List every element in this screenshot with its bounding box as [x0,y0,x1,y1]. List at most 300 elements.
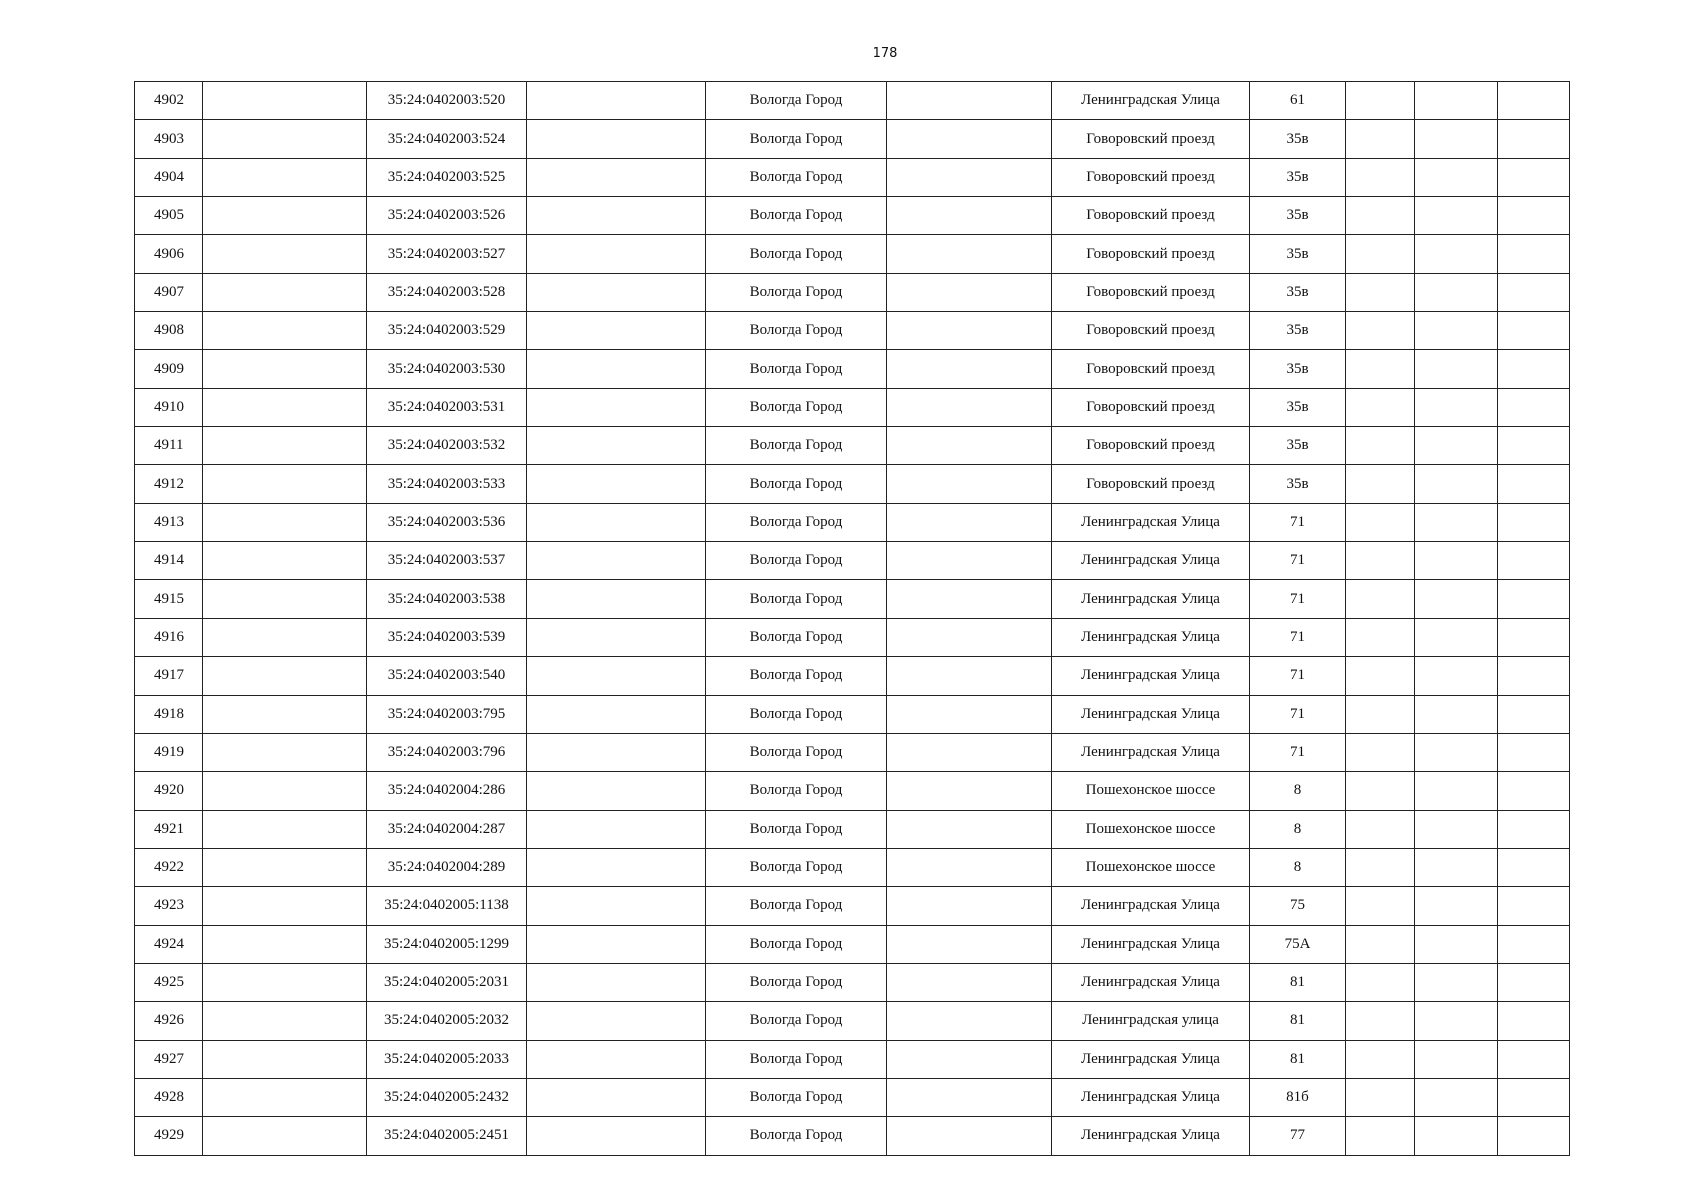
street-cell: Говоровский проезд [1052,427,1250,465]
city-cell: Вологда Город [706,235,887,273]
house-number-cell: 71 [1250,695,1346,733]
empty-cell [1346,1078,1415,1116]
empty-cell [1415,273,1498,311]
empty-cell [527,350,706,388]
house-number-cell: 81 [1250,1002,1346,1040]
empty-cell [203,580,367,618]
empty-cell [203,887,367,925]
cadastral-number-cell: 35:24:0402003:520 [367,82,527,120]
empty-cell [1415,772,1498,810]
empty-cell [527,580,706,618]
empty-cell [1498,733,1570,771]
registry-body [135,82,1570,1156]
row-number-cell: 4908 [135,312,203,350]
empty-cell [1346,657,1415,695]
table-row [135,848,1570,886]
row-number-cell: 4913 [135,503,203,541]
empty-cell [1346,1117,1415,1155]
empty-cell [527,158,706,196]
empty-cell [887,657,1052,695]
empty-cell [887,1078,1052,1116]
empty-cell [527,273,706,311]
empty-cell [527,848,706,886]
house-number-cell: 71 [1250,542,1346,580]
city-cell: Вологда Город [706,1040,887,1078]
table-row [135,388,1570,426]
empty-cell [1498,388,1570,426]
empty-cell [1415,1002,1498,1040]
row-number-cell: 4920 [135,772,203,810]
empty-cell [1498,312,1570,350]
empty-cell [527,388,706,426]
empty-cell [1346,350,1415,388]
empty-cell [1346,235,1415,273]
empty-cell [1415,695,1498,733]
empty-cell [203,542,367,580]
empty-cell [203,427,367,465]
city-cell: Вологда Город [706,158,887,196]
house-number-cell: 71 [1250,733,1346,771]
street-cell: Говоровский проезд [1052,120,1250,158]
empty-cell [527,733,706,771]
row-number-cell: 4921 [135,810,203,848]
cadastral-number-cell: 35:24:0402005:2033 [367,1040,527,1078]
empty-cell [1346,1040,1415,1078]
empty-cell [1346,197,1415,235]
cadastral-number-cell: 35:24:0402003:528 [367,273,527,311]
empty-cell [203,1002,367,1040]
row-number-cell: 4909 [135,350,203,388]
table-row [135,427,1570,465]
empty-cell [203,197,367,235]
empty-cell [887,235,1052,273]
row-number-cell: 4914 [135,542,203,580]
empty-cell [887,388,1052,426]
street-cell: Ленинградская Улица [1052,657,1250,695]
row-number-cell: 4919 [135,733,203,771]
empty-cell [203,1040,367,1078]
row-number-cell: 4926 [135,1002,203,1040]
table-row [135,82,1570,120]
cadastral-number-cell: 35:24:0402003:539 [367,618,527,656]
house-number-cell: 71 [1250,503,1346,541]
street-cell: Ленинградская Улица [1052,695,1250,733]
row-number-cell: 4916 [135,618,203,656]
empty-cell [1346,848,1415,886]
empty-cell [203,120,367,158]
row-number-cell: 4915 [135,580,203,618]
empty-cell [887,1040,1052,1078]
empty-cell [1498,465,1570,503]
cadastral-number-cell: 35:24:0402003:530 [367,350,527,388]
empty-cell [1415,388,1498,426]
empty-cell [527,542,706,580]
cadastral-number-cell: 35:24:0402004:287 [367,810,527,848]
empty-cell [1415,120,1498,158]
house-number-cell: 71 [1250,580,1346,618]
empty-cell [1415,657,1498,695]
row-number-cell: 4902 [135,82,203,120]
table-row [135,695,1570,733]
cadastral-number-cell: 35:24:0402004:286 [367,772,527,810]
row-number-cell: 4905 [135,197,203,235]
empty-cell [203,350,367,388]
row-number-cell: 4918 [135,695,203,733]
empty-cell [887,120,1052,158]
empty-cell [1415,1078,1498,1116]
city-cell: Вологда Город [706,197,887,235]
row-number-cell: 4910 [135,388,203,426]
empty-cell [527,427,706,465]
empty-cell [1346,388,1415,426]
street-cell: Ленинградская Улица [1052,82,1250,120]
cadastral-number-cell: 35:24:0402003:532 [367,427,527,465]
city-cell: Вологда Город [706,427,887,465]
empty-cell [1498,235,1570,273]
empty-cell [887,733,1052,771]
city-cell: Вологда Город [706,580,887,618]
empty-cell [527,120,706,158]
empty-cell [527,1117,706,1155]
table-row [135,542,1570,580]
table-row [135,1040,1570,1078]
row-number-cell: 4929 [135,1117,203,1155]
empty-cell [1498,82,1570,120]
city-cell: Вологда Город [706,350,887,388]
cadastral-number-cell: 35:24:0402003:536 [367,503,527,541]
empty-cell [1415,618,1498,656]
cadastral-number-cell: 35:24:0402005:2031 [367,963,527,1001]
cadastral-number-cell: 35:24:0402003:540 [367,657,527,695]
house-number-cell: 35в [1250,158,1346,196]
empty-cell [527,1002,706,1040]
empty-cell [1498,657,1570,695]
table-row [135,312,1570,350]
empty-cell [1415,1117,1498,1155]
empty-cell [203,963,367,1001]
city-cell: Вологда Город [706,1117,887,1155]
empty-cell [1346,887,1415,925]
table-row [135,733,1570,771]
empty-cell [1346,82,1415,120]
table-row [135,618,1570,656]
street-cell: Ленинградская Улица [1052,1040,1250,1078]
city-cell: Вологда Город [706,273,887,311]
empty-cell [1346,465,1415,503]
table-row [135,657,1570,695]
street-cell: Ленинградская Улица [1052,503,1250,541]
house-number-cell: 71 [1250,618,1346,656]
empty-cell [1415,810,1498,848]
empty-cell [1498,1117,1570,1155]
empty-cell [887,273,1052,311]
empty-cell [1346,772,1415,810]
cadastral-number-cell: 35:24:0402003:529 [367,312,527,350]
cadastral-number-cell: 35:24:0402003:537 [367,542,527,580]
city-cell: Вологда Город [706,465,887,503]
empty-cell [1346,503,1415,541]
empty-cell [1498,273,1570,311]
empty-cell [887,197,1052,235]
page-number: 178 [872,46,898,61]
empty-cell [527,312,706,350]
empty-cell [527,618,706,656]
cadastral-number-cell: 35:24:0402004:289 [367,848,527,886]
table-row [135,197,1570,235]
empty-cell [887,772,1052,810]
empty-cell [1498,772,1570,810]
empty-cell [887,350,1052,388]
empty-cell [1346,542,1415,580]
empty-cell [887,82,1052,120]
table-row [135,120,1570,158]
row-number-cell: 4911 [135,427,203,465]
empty-cell [527,82,706,120]
row-number-cell: 4923 [135,887,203,925]
empty-cell [887,158,1052,196]
empty-cell [887,810,1052,848]
empty-cell [1498,542,1570,580]
city-cell: Вологда Город [706,312,887,350]
house-number-cell: 77 [1250,1117,1346,1155]
house-number-cell: 35в [1250,427,1346,465]
street-cell: Ленинградская Улица [1052,1117,1250,1155]
cadastral-number-cell: 35:24:0402003:526 [367,197,527,235]
cadastral-number-cell: 35:24:0402003:524 [367,120,527,158]
cadastral-number-cell: 35:24:0402005:2432 [367,1078,527,1116]
empty-cell [1498,350,1570,388]
street-cell: Ленинградская улица [1052,1002,1250,1040]
row-number-cell: 4917 [135,657,203,695]
empty-cell [1498,197,1570,235]
city-cell: Вологда Город [706,618,887,656]
table-row [135,772,1570,810]
table-row [135,503,1570,541]
empty-cell [887,542,1052,580]
cadastral-number-cell: 35:24:0402003:538 [367,580,527,618]
empty-cell [1498,1040,1570,1078]
street-cell: Говоровский проезд [1052,273,1250,311]
empty-cell [1415,542,1498,580]
empty-cell [527,1040,706,1078]
row-number-cell: 4927 [135,1040,203,1078]
empty-cell [1346,158,1415,196]
empty-cell [1346,273,1415,311]
house-number-cell: 35в [1250,273,1346,311]
empty-cell [203,657,367,695]
empty-cell [887,312,1052,350]
cadastral-number-cell: 35:24:0402003:531 [367,388,527,426]
empty-cell [887,963,1052,1001]
street-cell: Ленинградская Улица [1052,925,1250,963]
city-cell: Вологда Город [706,82,887,120]
cadastral-number-cell: 35:24:0402003:795 [367,695,527,733]
table-row [135,350,1570,388]
empty-cell [203,1078,367,1116]
cadastral-number-cell: 35:24:0402005:2451 [367,1117,527,1155]
empty-cell [887,848,1052,886]
empty-cell [203,1117,367,1155]
street-cell: Ленинградская Улица [1052,542,1250,580]
empty-cell [527,963,706,1001]
empty-cell [1415,235,1498,273]
house-number-cell: 75А [1250,925,1346,963]
empty-cell [203,465,367,503]
city-cell: Вологда Город [706,925,887,963]
empty-cell [887,427,1052,465]
table-row [135,580,1570,618]
property-registry-table [134,81,1570,1156]
city-cell: Вологда Город [706,887,887,925]
house-number-cell: 35в [1250,465,1346,503]
table-row [135,235,1570,273]
empty-cell [887,503,1052,541]
empty-cell [1498,580,1570,618]
city-cell: Вологда Город [706,120,887,158]
empty-cell [1346,1002,1415,1040]
city-cell: Вологда Город [706,657,887,695]
cadastral-number-cell: 35:24:0402005:2032 [367,1002,527,1040]
city-cell: Вологда Город [706,810,887,848]
empty-cell [203,312,367,350]
city-cell: Вологда Город [706,848,887,886]
empty-cell [527,925,706,963]
house-number-cell: 35в [1250,388,1346,426]
empty-cell [1346,695,1415,733]
house-number-cell: 8 [1250,848,1346,886]
street-cell: Ленинградская Улица [1052,580,1250,618]
empty-cell [527,772,706,810]
city-cell: Вологда Город [706,388,887,426]
empty-cell [1498,503,1570,541]
empty-cell [527,465,706,503]
empty-cell [1498,963,1570,1001]
row-number-cell: 4906 [135,235,203,273]
street-cell: Ленинградская Улица [1052,618,1250,656]
house-number-cell: 35в [1250,197,1346,235]
empty-cell [1346,963,1415,1001]
empty-cell [1498,810,1570,848]
empty-cell [1415,887,1498,925]
table-row [135,273,1570,311]
empty-cell [1415,848,1498,886]
empty-cell [203,733,367,771]
cadastral-number-cell: 35:24:0402003:525 [367,158,527,196]
empty-cell [1415,733,1498,771]
empty-cell [1498,887,1570,925]
row-number-cell: 4924 [135,925,203,963]
city-cell: Вологда Город [706,695,887,733]
street-cell: Говоровский проезд [1052,350,1250,388]
empty-cell [1415,580,1498,618]
row-number-cell: 4907 [135,273,203,311]
cadastral-number-cell: 35:24:0402005:1138 [367,887,527,925]
street-cell: Пошехонское шоссе [1052,772,1250,810]
empty-cell [203,235,367,273]
city-cell: Вологда Город [706,1078,887,1116]
empty-cell [1498,618,1570,656]
table-row [135,158,1570,196]
street-cell: Говоровский проезд [1052,388,1250,426]
house-number-cell: 8 [1250,772,1346,810]
empty-cell [1346,733,1415,771]
row-number-cell: 4903 [135,120,203,158]
house-number-cell: 75 [1250,887,1346,925]
house-number-cell: 35в [1250,235,1346,273]
empty-cell [527,503,706,541]
table-row [135,1117,1570,1155]
city-cell: Вологда Город [706,1002,887,1040]
empty-cell [527,197,706,235]
empty-cell [203,848,367,886]
table-row [135,1002,1570,1040]
house-number-cell: 35в [1250,120,1346,158]
empty-cell [1346,618,1415,656]
house-number-cell: 35в [1250,350,1346,388]
empty-cell [203,772,367,810]
empty-cell [527,810,706,848]
street-cell: Говоровский проезд [1052,235,1250,273]
empty-cell [887,465,1052,503]
empty-cell [527,657,706,695]
city-cell: Вологда Город [706,542,887,580]
street-cell: Ленинградская Улица [1052,887,1250,925]
empty-cell [1415,963,1498,1001]
street-cell: Говоровский проезд [1052,465,1250,503]
house-number-cell: 71 [1250,657,1346,695]
street-cell: Ленинградская Улица [1052,1078,1250,1116]
table-row [135,1078,1570,1116]
empty-cell [1346,580,1415,618]
row-number-cell: 4904 [135,158,203,196]
empty-cell [1415,465,1498,503]
empty-cell [203,388,367,426]
empty-cell [203,925,367,963]
empty-cell [527,235,706,273]
empty-cell [527,695,706,733]
row-number-cell: 4925 [135,963,203,1001]
empty-cell [1346,810,1415,848]
empty-cell [1346,120,1415,158]
empty-cell [1415,312,1498,350]
house-number-cell: 81 [1250,963,1346,1001]
empty-cell [1415,427,1498,465]
street-cell: Ленинградская Улица [1052,733,1250,771]
empty-cell [887,925,1052,963]
cadastral-number-cell: 35:24:0402003:796 [367,733,527,771]
house-number-cell: 61 [1250,82,1346,120]
empty-cell [1346,312,1415,350]
empty-cell [203,82,367,120]
empty-cell [203,273,367,311]
table-row [135,810,1570,848]
street-cell: Говоровский проезд [1052,158,1250,196]
cadastral-number-cell: 35:24:0402005:1299 [367,925,527,963]
street-cell: Ленинградская Улица [1052,963,1250,1001]
empty-cell [887,1002,1052,1040]
house-number-cell: 81 [1250,1040,1346,1078]
table-row [135,465,1570,503]
empty-cell [1346,427,1415,465]
empty-cell [887,695,1052,733]
empty-cell [1498,848,1570,886]
table-row [135,963,1570,1001]
city-cell: Вологда Город [706,503,887,541]
empty-cell [203,618,367,656]
house-number-cell: 81б [1250,1078,1346,1116]
empty-cell [527,1078,706,1116]
cadastral-number-cell: 35:24:0402003:527 [367,235,527,273]
